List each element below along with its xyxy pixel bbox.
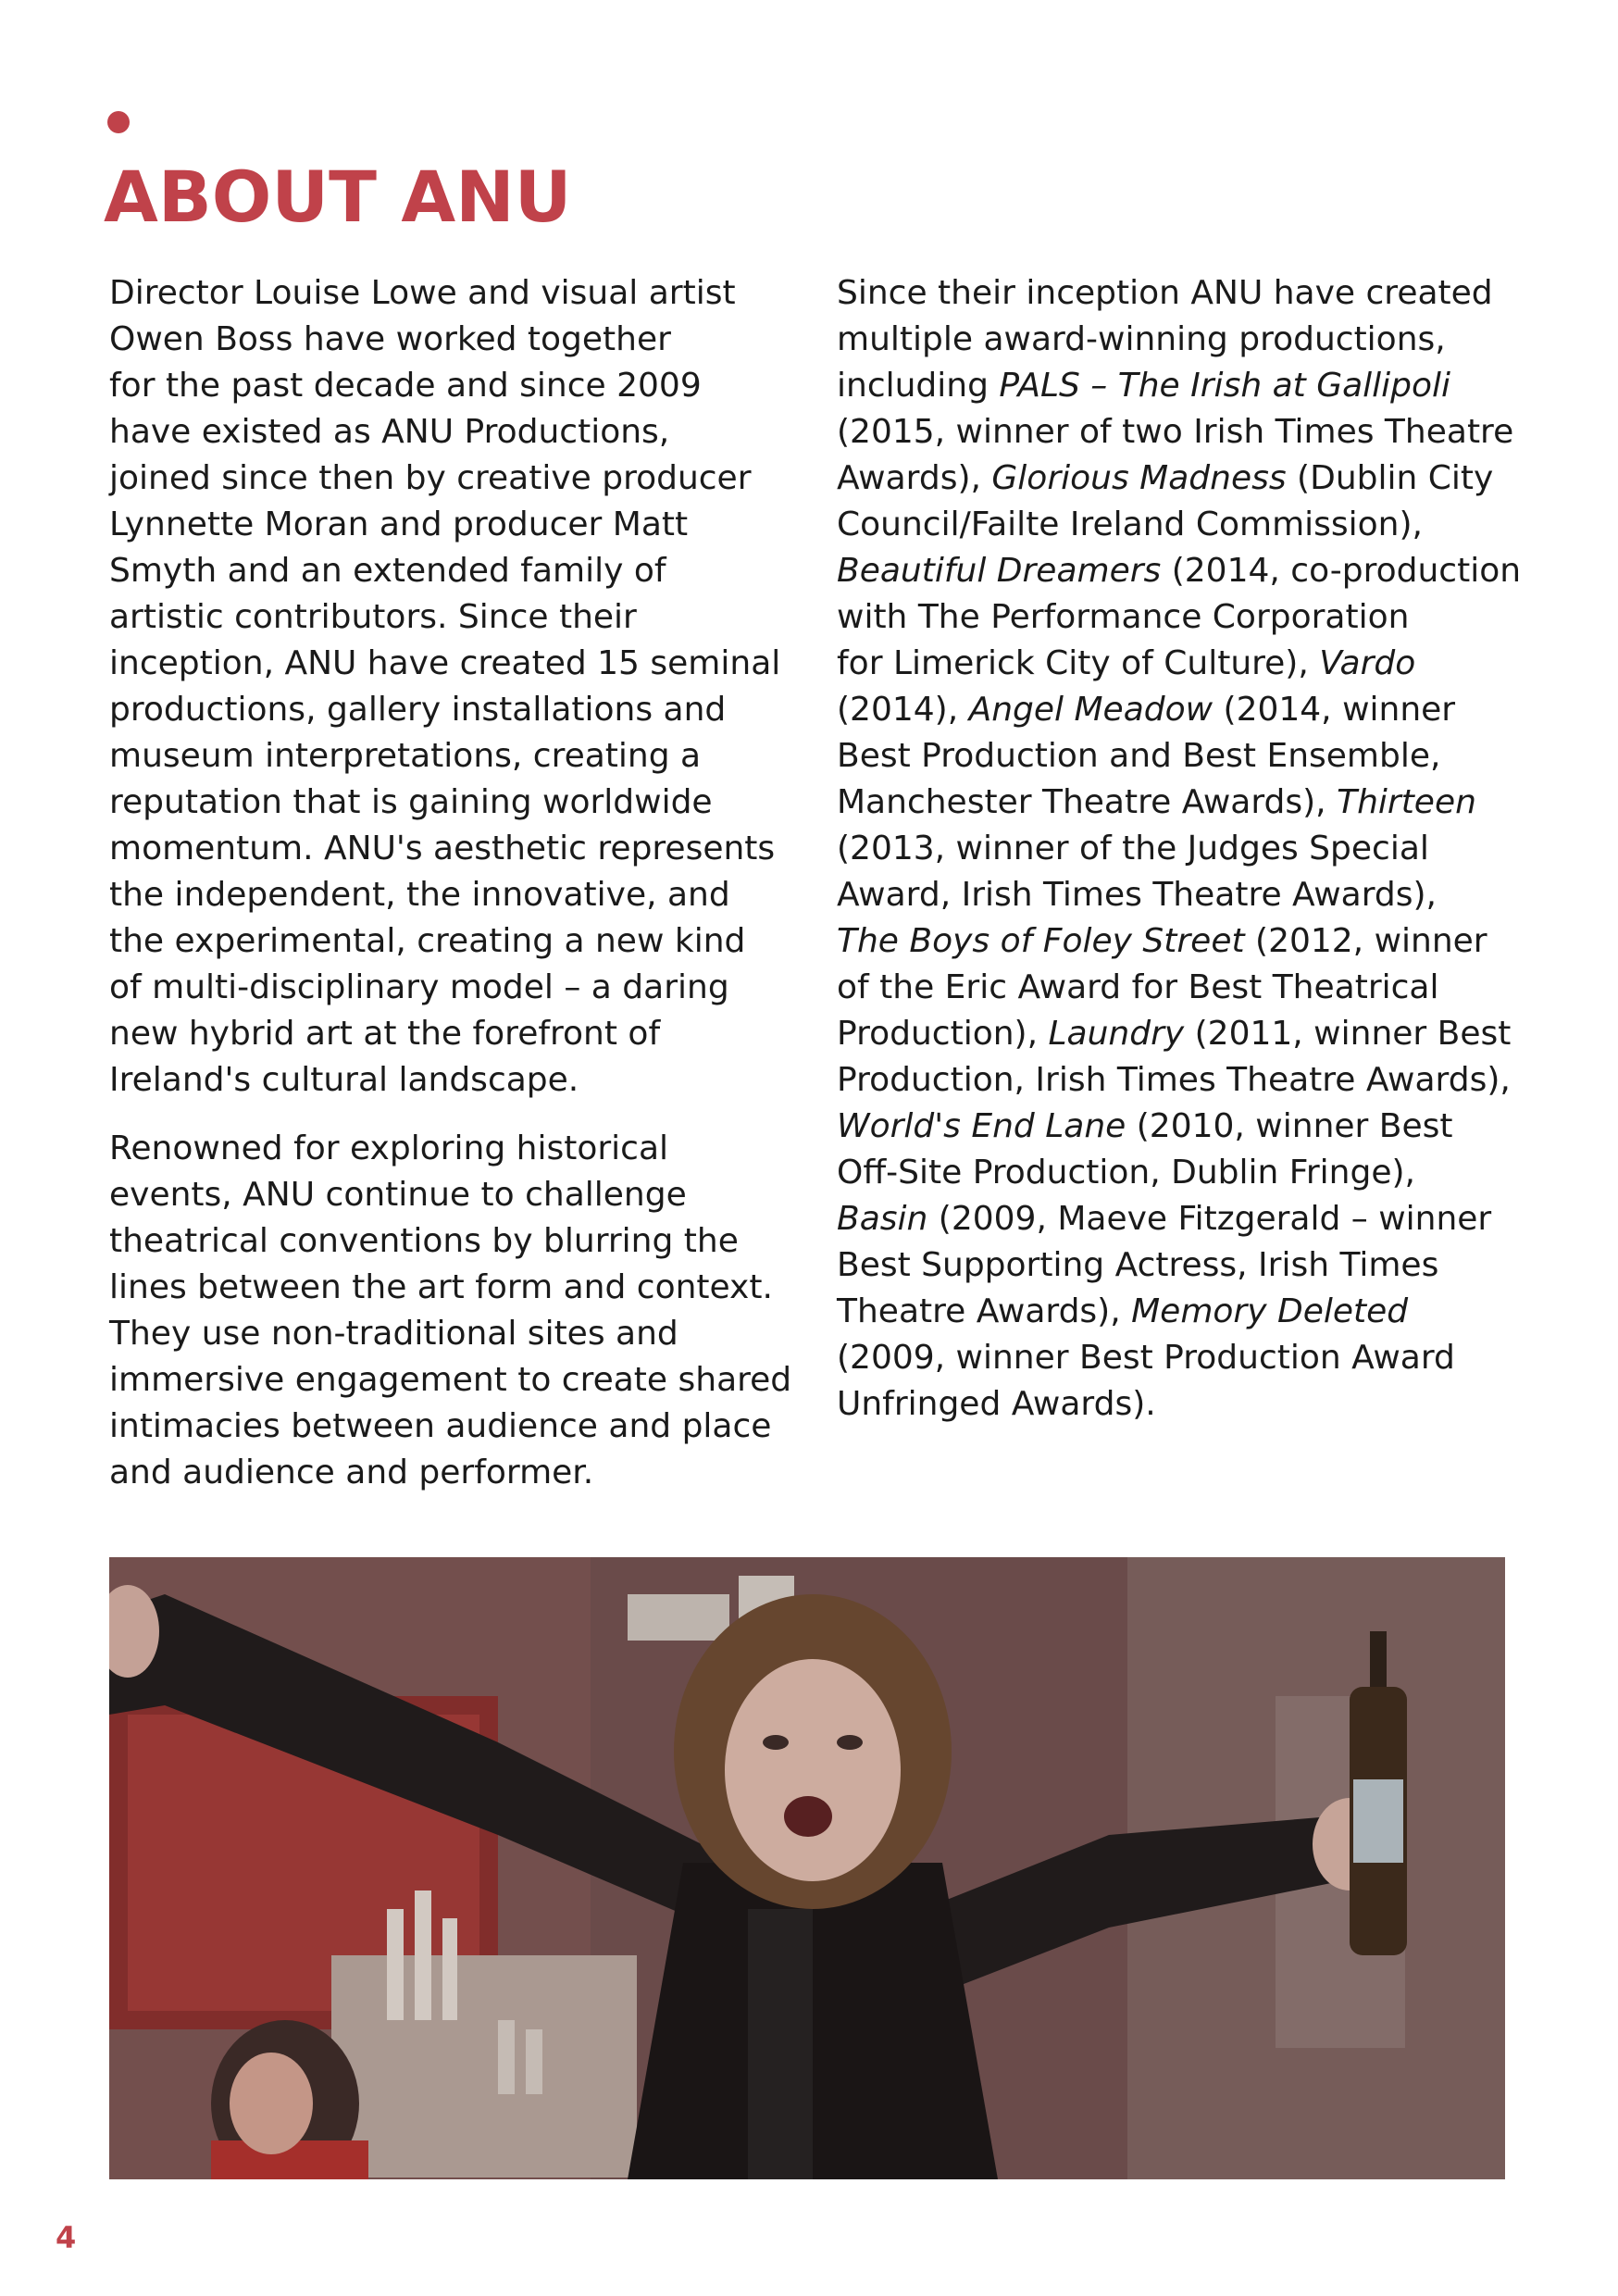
text-line xyxy=(837,409,1522,455)
text-segment: multiple award-winning productions, xyxy=(837,320,1446,358)
text-line xyxy=(837,502,1522,548)
text-segment: Best Production and Best Ensemble, xyxy=(837,737,1441,775)
text-line xyxy=(837,270,1522,317)
text-line: reputation that is gaining worldwide xyxy=(109,783,713,821)
text-line: events, ANU continue to challenge xyxy=(109,1176,687,1214)
text-segment: (Dublin City xyxy=(1286,459,1494,497)
text-line: immersive engagement to create shared xyxy=(109,1361,792,1399)
production-title: Thirteen xyxy=(1337,783,1476,821)
text-line: the independent, the innovative, and xyxy=(109,876,730,914)
text-segment: (2015, winner of two Irish Times Theatre xyxy=(837,413,1514,451)
text-segment: (2014, co-production xyxy=(1161,552,1522,590)
title-bullet xyxy=(107,111,130,133)
text-line: Director Louise Lowe and visual artist xyxy=(109,274,736,312)
text-line: Renowned for exploring historical xyxy=(109,1129,669,1167)
text-line xyxy=(837,641,1522,687)
text-segment: Off-Site Production, Dublin Fringe), xyxy=(837,1154,1415,1192)
productions-paragraph xyxy=(837,270,1522,1428)
text-line: new hybrid art at the forefront of xyxy=(109,1015,661,1053)
text-line: and audience and performer. xyxy=(109,1454,594,1491)
approach-paragraph xyxy=(109,1126,802,1496)
text-segment: (2010, winner Best xyxy=(1126,1107,1453,1145)
text-segment: Award, Irish Times Theatre Awards), xyxy=(837,876,1437,914)
text-line: Lynnette Moran and producer Matt xyxy=(109,505,689,543)
text-line xyxy=(837,965,1522,1011)
text-line: of multi-disciplinary model – a daring xyxy=(109,968,729,1006)
text-line: momentum. ANU's aesthetic represents xyxy=(109,830,776,867)
text-line: for the past decade and since 2009 xyxy=(109,367,702,405)
production-title: Laundry xyxy=(1048,1015,1185,1053)
text-segment: Best Supporting Actress, Irish Times xyxy=(837,1246,1439,1284)
text-line: Smyth and an extended family of xyxy=(109,552,666,590)
text-segment: Council/Failte Ireland Commission), xyxy=(837,505,1423,543)
text-segment: (2009, Maeve Fitzgerald – winner xyxy=(927,1200,1492,1238)
text-segment: (2013, winner of the Judges Special xyxy=(837,830,1429,867)
text-line: theatrical conventions by blurring the xyxy=(109,1222,739,1260)
text-line: have existed as ANU Productions, xyxy=(109,413,670,451)
text-line xyxy=(837,780,1522,826)
left-column xyxy=(109,270,802,1496)
text-line xyxy=(837,1104,1522,1150)
text-segment: (2009, winner Best Production Award xyxy=(837,1339,1455,1377)
text-line: lines between the art form and context. xyxy=(109,1268,773,1306)
text-line xyxy=(837,317,1522,363)
text-segment: for Limerick City of Culture), xyxy=(837,644,1320,682)
production-title: Angel Meadow xyxy=(968,691,1214,729)
text-line: intimacies between audience and place xyxy=(109,1407,772,1445)
text-segment: with The Performance Corporation xyxy=(837,598,1410,636)
text-segment: including xyxy=(837,367,1000,405)
text-segment: (2011, winner Best xyxy=(1184,1015,1512,1053)
text-line xyxy=(837,1057,1522,1104)
text-segment: Awards), xyxy=(837,459,992,497)
production-title: Memory Deleted xyxy=(1131,1292,1409,1330)
text-line: inception, ANU have created 15 seminal xyxy=(109,644,781,682)
production-title: Glorious Madness xyxy=(991,459,1287,497)
intro-paragraph xyxy=(109,270,802,1104)
text-line xyxy=(837,1381,1522,1428)
text-segment: Theatre Awards), xyxy=(837,1292,1132,1330)
text-line xyxy=(837,1242,1522,1289)
page-number: 4 xyxy=(56,2220,77,2255)
text-segment: Manchester Theatre Awards), xyxy=(837,783,1338,821)
page-title: ABOUT ANU xyxy=(104,156,572,238)
text-line xyxy=(837,594,1522,641)
production-title: PALS – The Irish at Gallipoli xyxy=(999,367,1451,405)
text-line: Owen Boss have worked together xyxy=(109,320,671,358)
text-line: joined since then by creative producer xyxy=(109,459,752,497)
text-line xyxy=(837,1289,1522,1335)
text-line: artistic contributors. Since their xyxy=(109,598,637,636)
text-line xyxy=(837,918,1522,965)
text-segment: Unfringed Awards). xyxy=(837,1385,1156,1423)
right-column xyxy=(837,270,1522,1428)
text-segment: Production, Irish Times Theatre Awards), xyxy=(837,1061,1511,1099)
text-line xyxy=(837,548,1522,594)
text-segment: Since their inception ANU have created xyxy=(837,274,1493,312)
text-line: museum interpretations, creating a xyxy=(109,737,702,775)
text-line xyxy=(837,363,1522,409)
text-line: They use non-traditional sites and xyxy=(109,1315,678,1353)
text-segment: Production), xyxy=(837,1015,1049,1053)
production-title: Vardo xyxy=(1319,644,1416,682)
text-line xyxy=(837,872,1522,918)
production-title: Basin xyxy=(837,1200,928,1238)
text-segment: (2012, winner xyxy=(1244,922,1487,960)
text-line xyxy=(837,687,1522,733)
text-line xyxy=(837,455,1522,502)
text-line xyxy=(837,733,1522,780)
text-line xyxy=(837,1011,1522,1057)
text-line: productions, gallery installations and xyxy=(109,691,727,729)
text-segment: (2014), xyxy=(837,691,969,729)
performance-photo xyxy=(109,1557,1505,2179)
production-title: The Boys of Foley Street xyxy=(837,922,1245,960)
text-line: Ireland's cultural landscape. xyxy=(109,1061,579,1099)
text-segment: (2014, winner xyxy=(1213,691,1456,729)
text-line xyxy=(837,1335,1522,1381)
text-line xyxy=(837,826,1522,872)
text-segment: of the Eric Award for Best Theatrical xyxy=(837,968,1439,1006)
text-line xyxy=(837,1150,1522,1196)
text-line xyxy=(837,1196,1522,1242)
production-title: Beautiful Dreamers xyxy=(837,552,1162,590)
text-line: the experimental, creating a new kind xyxy=(109,922,746,960)
production-title: World's End Lane xyxy=(837,1107,1126,1145)
